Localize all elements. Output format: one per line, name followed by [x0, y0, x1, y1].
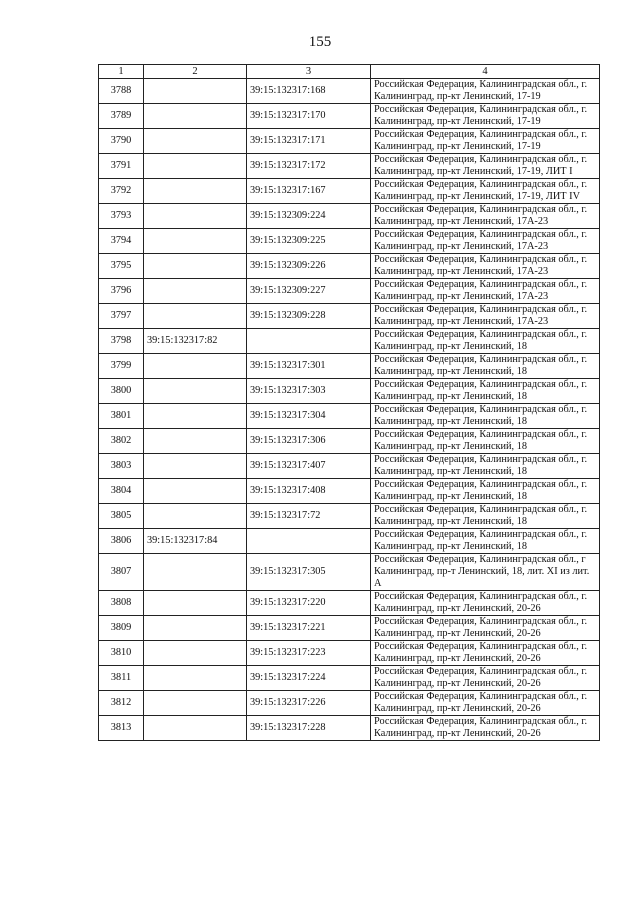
table-header-row — [99, 65, 600, 79]
address-cell: Российская Федерация, Калининградская обл., г. Калининград, пр-кт Ленинский, 20-26 — [371, 641, 600, 666]
table-row — [99, 666, 600, 691]
row-number-cell: 3805 — [99, 504, 144, 529]
address-cell: Российская Федерация, Калининградская обл., г. Калининград, пр-кт Ленинский, 18 — [371, 329, 600, 354]
column-header-3: 3 — [247, 65, 371, 79]
parent-cadastral-cell — [144, 104, 247, 129]
cadastral-number-cell: 39:15:132317:407 — [247, 454, 371, 479]
address-cell: Российская Федерация, Калининградская обл., г. Калининград, пр-кт Ленинский, 18 — [371, 504, 600, 529]
table-row — [99, 379, 600, 404]
parent-cadastral-cell: 39:15:132317:82 — [144, 329, 247, 354]
table-row — [99, 691, 600, 716]
address-cell: Российская Федерация, Калининградская обл., г. Калининград, пр-кт Ленинский, 20-26 — [371, 591, 600, 616]
address-cell: Российская Федерация, Калининградская обл., г Калининград, пр-т Ленинский, 18, лит. XI из лит. А — [371, 554, 600, 591]
table-body — [99, 79, 600, 741]
row-number-cell: 3811 — [99, 666, 144, 691]
address-cell: Российская Федерация, Калининградская обл., г. Калининград, пр-кт Ленинский, 17А-23 — [371, 279, 600, 304]
row-number-cell: 3803 — [99, 454, 144, 479]
cadastral-number-cell — [247, 329, 371, 354]
column-header-2: 2 — [144, 65, 247, 79]
cadastral-number-cell: 39:15:132309:228 — [247, 304, 371, 329]
parent-cadastral-cell — [144, 554, 247, 591]
cadastral-number-cell: 39:15:132317:408 — [247, 479, 371, 504]
cadastral-number-cell: 39:15:132317:172 — [247, 154, 371, 179]
cadastral-number-cell: 39:15:132317:168 — [247, 79, 371, 104]
table-row — [99, 329, 600, 354]
address-cell: Российская Федерация, Калининградская обл., г. Калининград, пр-кт Ленинский, 17-19, ЛИТ I — [371, 154, 600, 179]
table-row — [99, 504, 600, 529]
parent-cadastral-cell — [144, 404, 247, 429]
cadastral-number-cell: 39:15:132317:226 — [247, 691, 371, 716]
cadastral-number-cell: 39:15:132317:170 — [247, 104, 371, 129]
table-row — [99, 154, 600, 179]
row-number-cell: 3802 — [99, 429, 144, 454]
parent-cadastral-cell — [144, 179, 247, 204]
table-row — [99, 354, 600, 379]
row-number-cell: 3804 — [99, 479, 144, 504]
cadastral-number-cell: 39:15:132317:301 — [247, 354, 371, 379]
cadastral-number-cell: 39:15:132317:171 — [247, 129, 371, 154]
parent-cadastral-cell — [144, 354, 247, 379]
parent-cadastral-cell — [144, 279, 247, 304]
row-number-cell: 3794 — [99, 229, 144, 254]
parent-cadastral-cell — [144, 379, 247, 404]
table-row — [99, 104, 600, 129]
parent-cadastral-cell — [144, 591, 247, 616]
table-row — [99, 404, 600, 429]
row-number-cell: 3797 — [99, 304, 144, 329]
parent-cadastral-cell — [144, 429, 247, 454]
cadastral-number-cell: 39:15:132317:167 — [247, 179, 371, 204]
cadastral-number-cell: 39:15:132317:220 — [247, 591, 371, 616]
table-row — [99, 304, 600, 329]
cadastral-number-cell: 39:15:132317:223 — [247, 641, 371, 666]
row-number-cell: 3796 — [99, 279, 144, 304]
row-number-cell: 3792 — [99, 179, 144, 204]
column-header-4: 4 — [371, 65, 600, 79]
table-row — [99, 254, 600, 279]
table-row — [99, 79, 600, 104]
address-cell: Российская Федерация, Калининградская обл., г. Калининград, пр-кт Ленинский, 20-26 — [371, 691, 600, 716]
address-cell: Российская Федерация, Калининградская обл., г. Калининград, пр-кт Ленинский, 17А-23 — [371, 229, 600, 254]
cadastral-number-cell: 39:15:132309:225 — [247, 229, 371, 254]
parent-cadastral-cell — [144, 154, 247, 179]
table-row — [99, 429, 600, 454]
parent-cadastral-cell — [144, 641, 247, 666]
row-number-cell: 3806 — [99, 529, 144, 554]
parent-cadastral-cell: 39:15:132317:84 — [144, 529, 247, 554]
row-number-cell: 3791 — [99, 154, 144, 179]
row-number-cell: 3812 — [99, 691, 144, 716]
row-number-cell: 3789 — [99, 104, 144, 129]
address-cell: Российская Федерация, Калининградская обл., г. Калининград, пр-кт Ленинский, 17А-23 — [371, 204, 600, 229]
address-cell: Российская Федерация, Калининградская обл., г. Калининград, пр-кт Ленинский, 17-19 — [371, 104, 600, 129]
table-row — [99, 229, 600, 254]
parent-cadastral-cell — [144, 666, 247, 691]
row-number-cell: 3813 — [99, 716, 144, 741]
table-row — [99, 554, 600, 591]
row-number-cell: 3790 — [99, 129, 144, 154]
table-row — [99, 641, 600, 666]
parent-cadastral-cell — [144, 304, 247, 329]
address-cell: Российская Федерация, Калининградская обл., г. Калининград, пр-кт Ленинский, 20-26 — [371, 716, 600, 741]
address-cell: Российская Федерация, Калининградская обл., г. Калининград, пр-кт Ленинский, 17А-23 — [371, 254, 600, 279]
registry-table — [98, 64, 600, 741]
row-number-cell: 3788 — [99, 79, 144, 104]
cadastral-number-cell: 39:15:132317:305 — [247, 554, 371, 591]
address-cell: Российская Федерация, Калининградская обл., г. Калининград, пр-кт Ленинский, 18 — [371, 379, 600, 404]
address-cell: Российская Федерация, Калининградская обл., г. Калининград, пр-кт Ленинский, 17-19, ЛИТ IV — [371, 179, 600, 204]
cadastral-number-cell — [247, 529, 371, 554]
address-cell: Российская Федерация, Калининградская обл., г. Калининград, пр-кт Ленинский, 20-26 — [371, 666, 600, 691]
cadastral-number-cell: 39:15:132309:226 — [247, 254, 371, 279]
table-row — [99, 616, 600, 641]
row-number-cell: 3809 — [99, 616, 144, 641]
parent-cadastral-cell — [144, 691, 247, 716]
row-number-cell: 3793 — [99, 204, 144, 229]
row-number-cell: 3799 — [99, 354, 144, 379]
address-cell: Российская Федерация, Калининградская обл., г. Калининград, пр-кт Ленинский, 18 — [371, 479, 600, 504]
address-cell: Российская Федерация, Калининградская обл., г. Калининград, пр-кт Ленинский, 18 — [371, 404, 600, 429]
row-number-cell: 3808 — [99, 591, 144, 616]
parent-cadastral-cell — [144, 129, 247, 154]
address-cell: Российская Федерация, Калининградская обл., г. Калининград, пр-кт Ленинский, 18 — [371, 454, 600, 479]
table-row — [99, 529, 600, 554]
table-row — [99, 591, 600, 616]
parent-cadastral-cell — [144, 204, 247, 229]
table-row — [99, 129, 600, 154]
cadastral-number-cell: 39:15:132317:224 — [247, 666, 371, 691]
cadastral-number-cell: 39:15:132317:306 — [247, 429, 371, 454]
column-header-1: 1 — [99, 65, 144, 79]
address-cell: Российская Федерация, Калининградская обл., г. Калининград, пр-кт Ленинский, 20-26 — [371, 616, 600, 641]
parent-cadastral-cell — [144, 716, 247, 741]
row-number-cell: 3801 — [99, 404, 144, 429]
parent-cadastral-cell — [144, 616, 247, 641]
row-number-cell: 3810 — [99, 641, 144, 666]
parent-cadastral-cell — [144, 504, 247, 529]
address-cell: Российская Федерация, Калининградская обл., г. Калининград, пр-кт Ленинский, 17-19 — [371, 129, 600, 154]
table-row — [99, 479, 600, 504]
cadastral-number-cell: 39:15:132317:221 — [247, 616, 371, 641]
cadastral-number-cell: 39:15:132317:303 — [247, 379, 371, 404]
cadastral-number-cell: 39:15:132309:227 — [247, 279, 371, 304]
row-number-cell: 3807 — [99, 554, 144, 591]
page-number: 155 — [308, 34, 332, 50]
table-row — [99, 716, 600, 741]
table-row — [99, 454, 600, 479]
cadastral-number-cell: 39:15:132317:304 — [247, 404, 371, 429]
parent-cadastral-cell — [144, 254, 247, 279]
row-number-cell: 3800 — [99, 379, 144, 404]
table-row — [99, 204, 600, 229]
parent-cadastral-cell — [144, 229, 247, 254]
parent-cadastral-cell — [144, 479, 247, 504]
cadastral-number-cell: 39:15:132317:228 — [247, 716, 371, 741]
parent-cadastral-cell — [144, 454, 247, 479]
row-number-cell: 3798 — [99, 329, 144, 354]
cadastral-number-cell: 39:15:132309:224 — [247, 204, 371, 229]
address-cell: Российская Федерация, Калининградская обл., г. Калининград, пр-кт Ленинский, 18 — [371, 529, 600, 554]
parent-cadastral-cell — [144, 79, 247, 104]
table-row — [99, 279, 600, 304]
address-cell: Российская Федерация, Калининградская обл., г. Калининград, пр-кт Ленинский, 18 — [371, 354, 600, 379]
address-cell: Российская Федерация, Калининградская обл., г. Калининград, пр-кт Ленинский, 17А-23 — [371, 304, 600, 329]
address-cell: Российская Федерация, Калининградская обл., г. Калининград, пр-кт Ленинский, 17-19 — [371, 79, 600, 104]
table-row — [99, 179, 600, 204]
address-cell: Российская Федерация, Калининградская обл., г. Калининград, пр-кт Ленинский, 18 — [371, 429, 600, 454]
row-number-cell: 3795 — [99, 254, 144, 279]
cadastral-number-cell: 39:15:132317:72 — [247, 504, 371, 529]
